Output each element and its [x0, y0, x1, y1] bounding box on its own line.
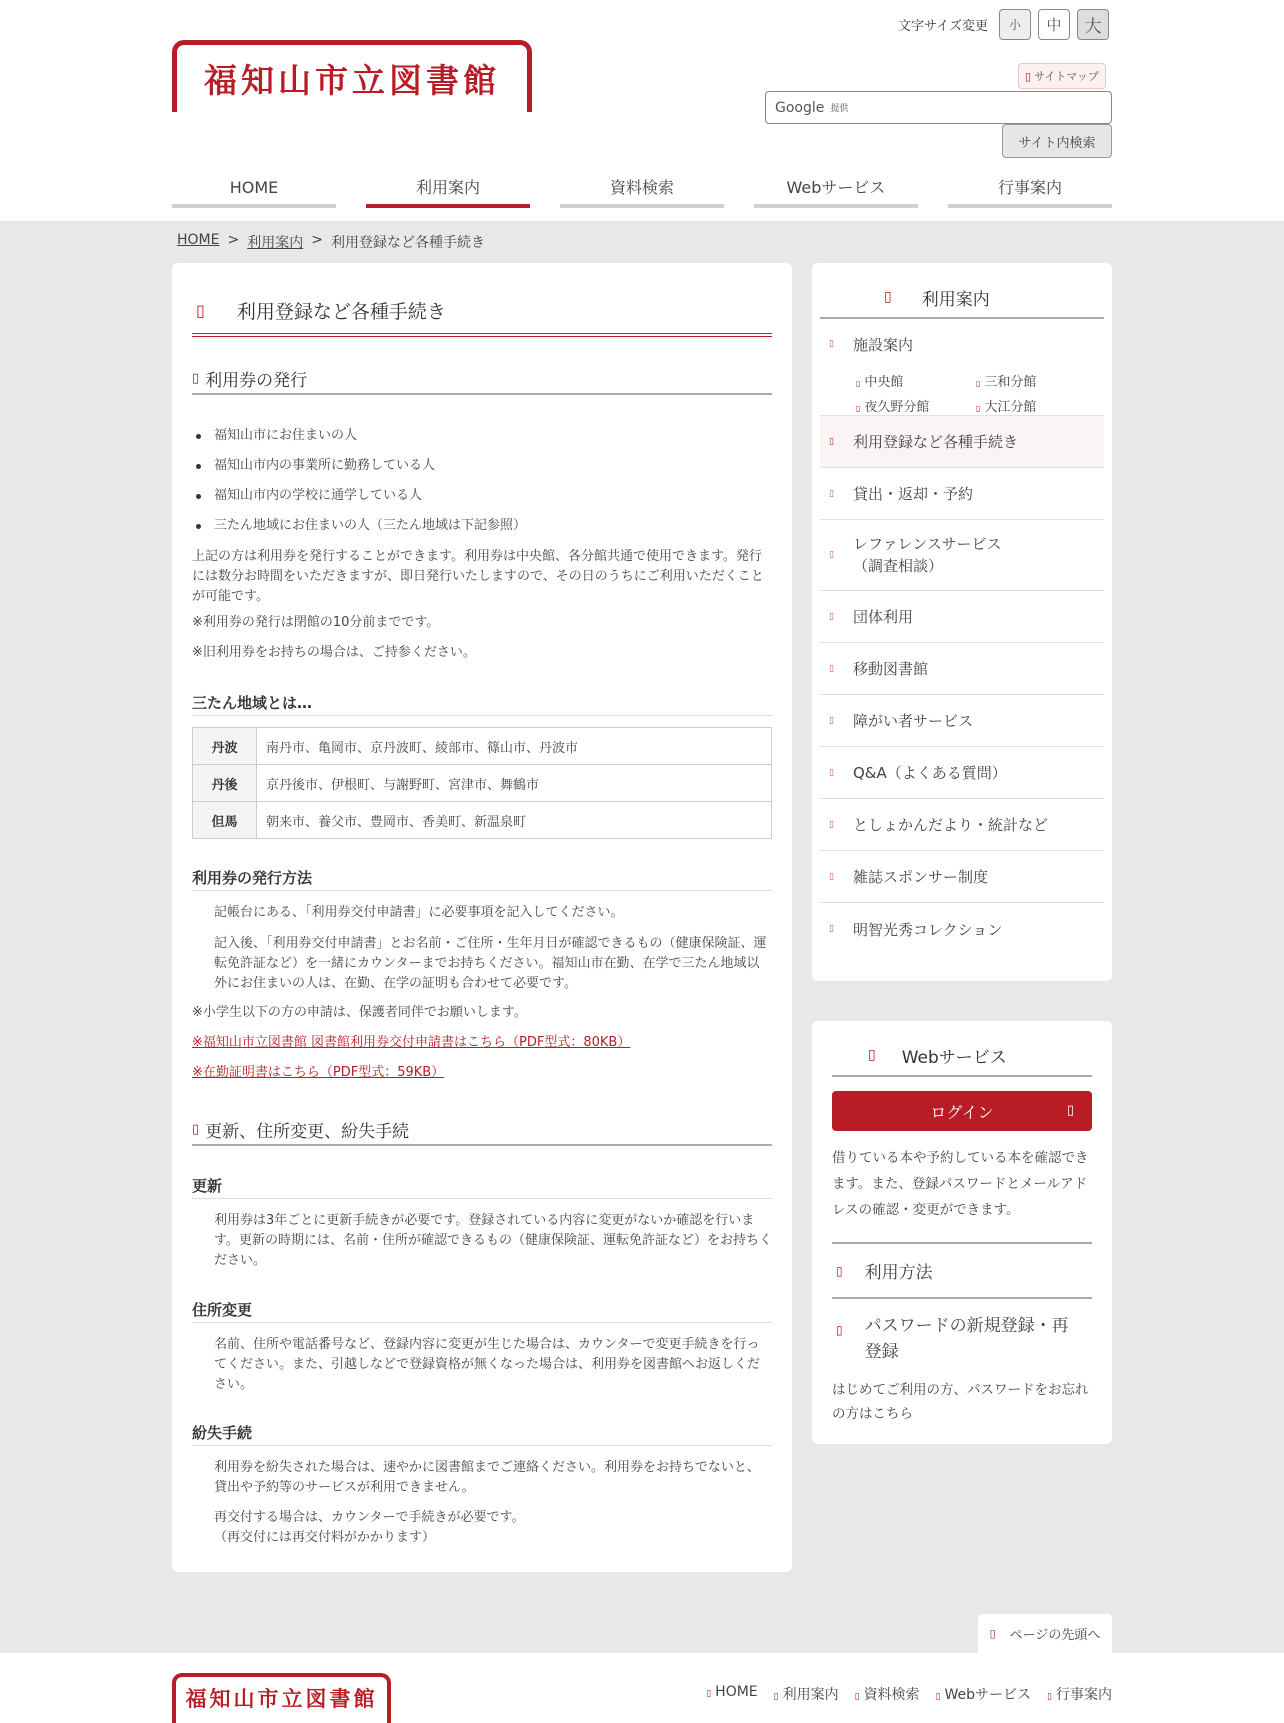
issue-note-closing: ※利用券の発行は閉館の10分前までです。	[192, 615, 440, 630]
chevron-right-icon: ▯	[829, 611, 834, 622]
web-service-sidebar	[812, 1021, 1112, 1444]
branch-label: 夜久野分館	[864, 400, 930, 415]
lost-heading: 紛失手続	[192, 1422, 772, 1446]
book-icon: ▯	[884, 289, 892, 305]
sidebar-item-label: 貸出・返却・予約	[852, 485, 973, 503]
chevron-right-icon: ▯	[773, 1692, 779, 1702]
login-icon: ▯	[1066, 1103, 1074, 1118]
footer-nav-home[interactable]	[706, 1684, 757, 1704]
chevron-right-icon: ▯	[976, 379, 981, 388]
nav-guide[interactable]: 利用案内	[366, 176, 530, 208]
sidebar-item-label: Q&A（よくある質問）	[852, 764, 1007, 782]
font-size-medium-button[interactable]: 中	[1038, 9, 1070, 40]
guide-sidebar	[812, 263, 1112, 981]
footer-nav-label: 利用案内	[782, 1687, 839, 1703]
google-logo: Google	[775, 99, 825, 116]
list-item: 福知山市内の事業所に勤務している人	[192, 451, 526, 481]
web-service-heading	[832, 1035, 1092, 1077]
area-cities: 京丹後市、伊根町、与謝野町、宮津市、舞鶴市	[257, 765, 772, 802]
sitemap-link[interactable]	[1018, 63, 1106, 89]
chevron-right-icon: ▯	[829, 488, 834, 499]
footer-nav-guide[interactable]	[774, 1684, 839, 1704]
address-text: 名前、住所や電話番号など、登録内容に変更が生じた場合は、カウンターで変更手続きを行ってください。また、引越しなどで登録資格が無くなった場合は、利用券を図書館へお返しください。	[214, 1337, 761, 1392]
chevron-right-icon: ▯	[976, 404, 981, 413]
branch-label: 中央館	[864, 375, 904, 390]
method-note-child: ※小学生以下の方の申請は、保護者同伴でお願いします。	[192, 1005, 527, 1020]
branch-label: 大江分館	[984, 400, 1037, 415]
header	[0, 0, 1284, 221]
usage-guide-link[interactable]	[832, 1242, 1092, 1297]
footer-nav-web-service[interactable]	[936, 1684, 1031, 1704]
search-input[interactable]	[765, 91, 1112, 124]
sidebar-item-label: 利用登録など各種手続き	[852, 433, 1018, 451]
footer-nav	[706, 1684, 1112, 1704]
password-register-label-line: パスワードの新規登録・再	[864, 1316, 1069, 1336]
list-item: 福知山市にお住まいの人	[192, 421, 526, 451]
nav-events[interactable]: 行事案内	[948, 176, 1112, 208]
reissue-text: 再交付する場合は、カウンターで手続きが必要です。	[214, 1510, 525, 1525]
sidebar-item-label: 明智光秀コレクション	[852, 920, 1003, 939]
method-step-2: 記入後、「利用券交付申請書」とお名前・ご住所・生年月日が確認できるもの（健康保険証、運転免許証など）を一緒にカウンターまでお持ちください。福知山市在勤、在学で三たん地域以外にお住まいの人は、在勤、在学の証明も合わせて必要です。	[214, 936, 767, 991]
branch-link-miwa[interactable]	[976, 371, 1096, 390]
sidebar-item-label	[853, 533, 1002, 577]
section-heading-text: 更新、住所変更、紛失手続	[205, 1121, 410, 1142]
nav-search[interactable]: 資料検索	[560, 176, 724, 208]
page-title	[192, 287, 772, 337]
sidebar-heading	[820, 277, 1104, 319]
footer-nav-label: Webサービス	[944, 1687, 1032, 1703]
chevron-right-icon: ▯	[856, 404, 861, 413]
sidebar-item-label-line: レファレンスサービス	[852, 535, 1002, 553]
login-button[interactable]	[832, 1091, 1092, 1131]
branch-link-central[interactable]	[856, 371, 976, 390]
sidebar-item-label: としょかんだより・統計など	[852, 816, 1048, 834]
sitemap-icon: ▯	[1025, 69, 1032, 83]
area-name: 但馬	[193, 802, 257, 839]
footer-logo-text: 福知山市立図書館	[185, 1687, 378, 1711]
table-row	[193, 765, 772, 802]
page-top-label: ページの先頭へ	[1009, 1628, 1101, 1643]
area-table	[192, 727, 772, 839]
footer-nav-label: 資料検索	[863, 1687, 920, 1703]
sidebar-heading-text: 利用案内	[921, 289, 990, 310]
google-provided-label: 提供	[830, 104, 849, 114]
chevron-right-icon: ▯	[856, 379, 861, 388]
branch-link-oe[interactable]	[976, 396, 1096, 415]
global-nav	[172, 176, 1112, 208]
renew-text: 利用券は3年ごとに更新手続きが必要です。登録されている内容に変更がないか確認を行います。更新の時期には、名前・住所が確認できるもの（健康保険証、運転免許証など）をお持ちください。	[214, 1213, 772, 1268]
site-search-button[interactable]: サイト内検索	[1002, 124, 1112, 158]
sidebar-item-mitsuhide-collection[interactable]	[820, 903, 1104, 955]
chevron-right-icon: ▯	[829, 663, 834, 674]
breadcrumb-parent[interactable]: 利用案内	[247, 235, 304, 251]
branch-links	[856, 371, 1096, 415]
breadcrumb-separator: >	[311, 232, 323, 248]
page-top-button[interactable]	[978, 1614, 1112, 1653]
branch-label: 三和分館	[984, 375, 1037, 390]
sidebar-item-newsletter[interactable]	[820, 799, 1104, 851]
sidebar-item-label: 障がい者サービス	[852, 712, 973, 730]
font-size-small-button[interactable]: 小	[999, 9, 1031, 40]
sidebar-item-label: 移動図書館	[852, 660, 928, 678]
chevron-right-icon: ▯	[829, 436, 834, 447]
chevron-right-icon: ▯	[829, 924, 834, 934]
computer-icon: ▯	[868, 1047, 876, 1063]
area-name: 丹後	[193, 765, 257, 802]
sidebar-item-label: 団体利用	[852, 608, 913, 626]
password-register-note: はじめてご利用の方、パスワードをお忘れの方はこちら	[832, 1382, 1089, 1422]
sidebar-item-sponsor[interactable]	[820, 851, 1104, 903]
site-logo-text: 福知山市立図書館	[204, 61, 500, 100]
page-title-text: 利用登録など各種手続き	[236, 300, 446, 323]
breadcrumb	[177, 232, 485, 252]
method-heading: 利用券の発行方法	[192, 867, 772, 891]
chevron-right-icon: ▯	[1047, 1692, 1052, 1702]
address-heading: 住所変更	[192, 1299, 772, 1323]
chevron-right-icon: ▯	[829, 871, 834, 882]
chevron-right-icon: ▯	[854, 1692, 860, 1702]
web-service-description: 借りている本や予約している本を確認できます。また、登録パスワードとメールアドレスの確認・変更ができます。	[832, 1150, 1089, 1218]
password-register-link[interactable]	[832, 1297, 1092, 1377]
area-cities: 朝来市、養父市、豊岡市、香美町、新温泉町	[257, 802, 772, 839]
main-content	[172, 263, 792, 1572]
sidebar-item-faq[interactable]	[820, 747, 1104, 799]
font-size-label: 文字サイズ変更	[898, 19, 988, 34]
lost-text: 利用券を紛失された場合は、速やかに図書館までご連絡ください。利用券をお持ちでないと、貸出や予約等のサービスが利用できません。	[214, 1460, 760, 1495]
footer-nav-label: HOME	[715, 1684, 758, 1700]
branch-link-yakuno[interactable]	[856, 396, 976, 415]
document-icon: ▯	[836, 1263, 843, 1278]
chevron-right-icon: ▯	[829, 715, 834, 726]
chevron-right-icon: ▯	[829, 819, 834, 830]
list-item: 三たん地域にお住まいの人（三たん地域は下記参照）	[192, 511, 526, 541]
sidebar-item-group[interactable]	[820, 591, 1104, 643]
nav-home[interactable]: HOME	[172, 176, 336, 208]
sidebar-item-label: 雑誌スポンサー制度	[852, 868, 988, 886]
reissue-fee-note: （再交付には再交付料がかかります）	[214, 1530, 436, 1545]
key-icon: ▯	[836, 1323, 843, 1337]
arrow-up-icon: ▯	[989, 1627, 996, 1640]
sidebar-item-mobile-library[interactable]	[820, 643, 1104, 695]
sidebar-item-lending[interactable]	[820, 468, 1104, 520]
password-register-label-line: 登録	[864, 1342, 899, 1362]
heading-marker-icon: ▯	[192, 1121, 200, 1137]
section-heading-renewal	[192, 1114, 772, 1146]
chevron-right-icon: ▯	[829, 550, 834, 560]
sidebar-item-registration[interactable]	[820, 416, 1104, 468]
font-size-switcher	[898, 9, 1109, 40]
breadcrumb-home[interactable]: HOME	[177, 232, 220, 248]
section-heading-text: 利用券の発行	[205, 370, 308, 391]
usage-guide-label: 利用方法	[864, 1263, 933, 1283]
area-cities: 南丹市、亀岡市、京丹波町、綾部市、篠山市、丹波市	[257, 728, 772, 765]
heading-marker-icon: ▯	[192, 370, 200, 386]
method-step-1: 記帳台にある、「利用券交付申請書」に必要事項を記入してください。	[214, 905, 624, 920]
list-item: 福知山市内の学校に通学している人	[192, 481, 526, 511]
sidebar-item-label-line: （調査相談）	[852, 557, 943, 575]
site-logo[interactable]	[172, 40, 532, 112]
table-row	[193, 728, 772, 765]
title-book-icon: ▯	[196, 300, 205, 320]
footer-nav-search[interactable]	[855, 1684, 920, 1704]
password-register-label	[865, 1313, 1069, 1377]
chevron-right-icon: ▯	[935, 1692, 941, 1702]
nav-web-service[interactable]: Webサービス	[754, 176, 918, 208]
sidebar-item-label: 施設案内	[852, 335, 913, 354]
footer-nav-events[interactable]	[1047, 1684, 1112, 1704]
area-name: 丹波	[193, 728, 257, 765]
application-form-pdf-link[interactable]: ※福知山市立図書館 図書館利用券交付申請書はこちら（PDF型式：80KB）	[192, 1035, 631, 1050]
breadcrumb-separator: >	[227, 232, 240, 248]
login-button-label: ログイン	[930, 1102, 994, 1122]
sidebar-item-accessibility[interactable]	[820, 695, 1104, 747]
eligibility-list	[192, 421, 526, 541]
footer-logo[interactable]	[172, 1673, 391, 1723]
sidebar-item-reference[interactable]	[820, 520, 1104, 591]
chevron-right-icon: ▯	[706, 1689, 712, 1699]
web-service-heading-text: Webサービス	[901, 1047, 1007, 1068]
sidebar-item-facility[interactable]	[820, 321, 1104, 367]
breadcrumb-current: 利用登録など各種手続き	[330, 235, 485, 251]
renew-heading: 更新	[192, 1175, 772, 1199]
footer	[0, 1653, 1284, 1711]
employment-certificate-pdf-link[interactable]: ※在勤証明書はこちら（PDF型式：59KB）	[192, 1065, 445, 1080]
sitemap-label: サイトマップ	[1034, 70, 1099, 83]
area-heading: 三たん地域とは…	[192, 692, 772, 716]
issue-note-old-card: ※旧利用券をお持ちの場合は、ご持参ください。	[192, 645, 476, 660]
chevron-right-icon: ▯	[829, 339, 834, 349]
issue-paragraph: 上記の方は利用券を発行することができます。利用券は中央館、各分館共通で使用できます。発行には数分お時間をいただきますが、即日発行いたしますので、その日のうちにご利用いただくことが可能です。	[192, 549, 764, 604]
chevron-right-icon: ▯	[829, 767, 834, 778]
section-heading-issue	[192, 363, 772, 395]
font-size-large-button[interactable]: 大	[1077, 9, 1109, 40]
table-row	[193, 802, 772, 839]
footer-nav-label: 行事案内	[1056, 1687, 1112, 1703]
